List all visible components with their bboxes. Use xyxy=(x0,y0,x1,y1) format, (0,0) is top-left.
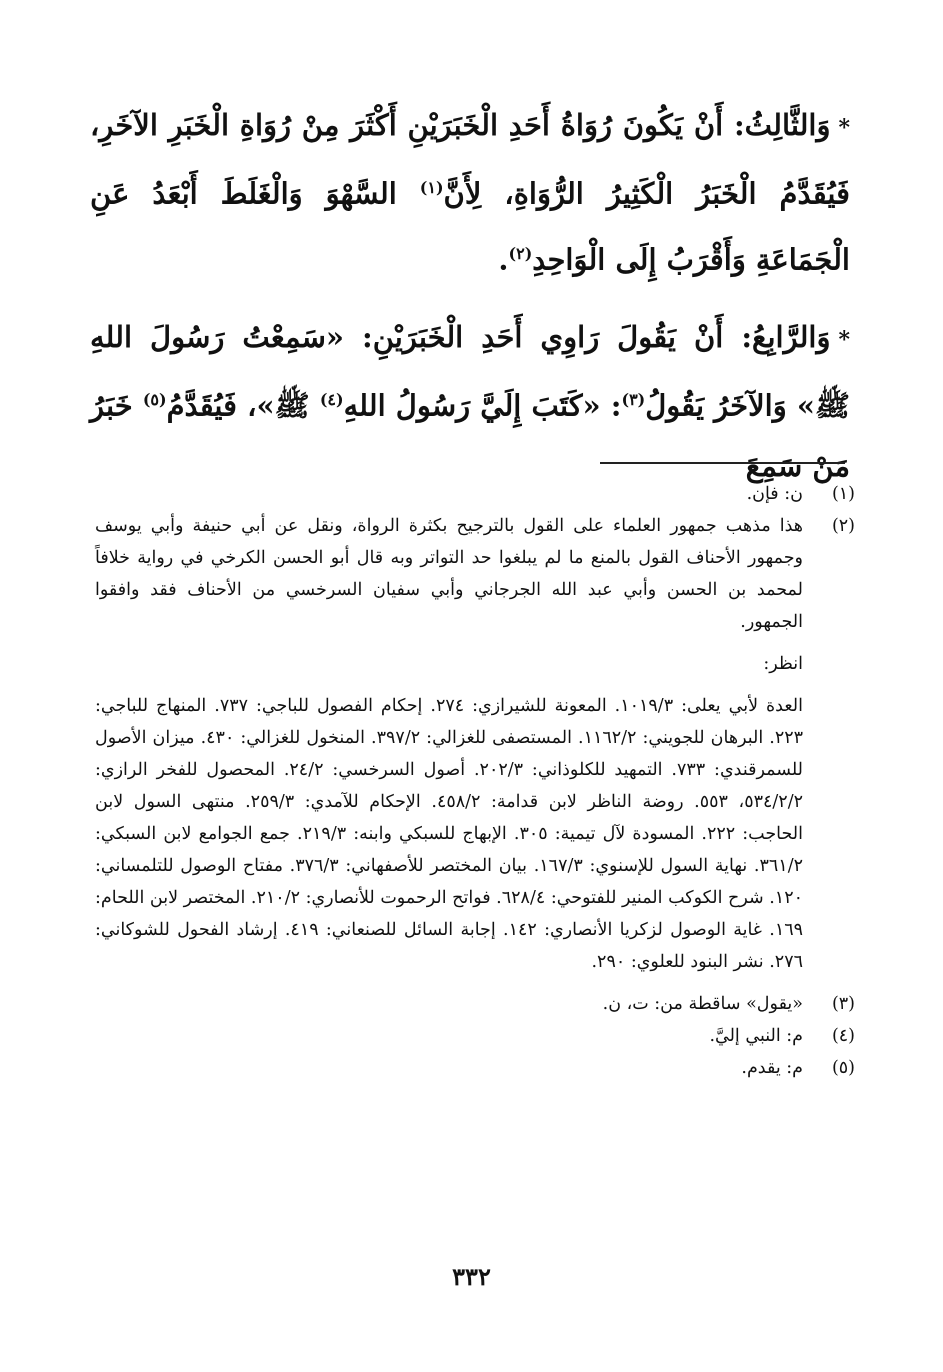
footnote-text: ن: فإن. xyxy=(746,484,803,504)
page-number: ٣٣٢ xyxy=(452,1262,491,1291)
bullet-mark: * xyxy=(838,115,850,141)
footnote-number: (٣) xyxy=(831,994,855,1014)
footnote-1 xyxy=(95,478,855,510)
text-segment: خَبَرُ مَنْ سَمِعَ xyxy=(90,388,850,483)
footnote-ref[interactable]: (٣) xyxy=(621,390,646,410)
text-segment: . xyxy=(498,242,509,277)
footnote-see-label: انظر: xyxy=(763,654,803,674)
text-segment: : «كَتَبَ إِلَيَّ رَسُولُ اللهِ xyxy=(343,388,622,423)
text-segment: وَالرَّابِعُ: أَنْ يَقُولَ رَاوِي أَحَدِ الْخَبَرَيْنِ: «سَمِعْتُ رَسُولَ اللهِ ﷺ» وَالآخَرُ يَقُولُ xyxy=(90,320,850,423)
footnote-ref[interactable]: (١) xyxy=(419,178,444,197)
footnote-number: (٥) xyxy=(831,1058,855,1078)
paragraph-third xyxy=(90,95,850,289)
footnotes xyxy=(95,478,855,1084)
footnote-number: (١) xyxy=(831,484,855,504)
main-text xyxy=(90,95,850,514)
footnote-text: «يقول» ساقطة من: ت، ن. xyxy=(602,994,803,1014)
footnote-text: م: النبي إليَّ. xyxy=(709,1026,803,1046)
bullet-mark: * xyxy=(838,327,850,354)
footnote-2 xyxy=(95,510,855,978)
text-segment: ﷺ»، فَيُقَدَّمُ xyxy=(166,388,320,423)
footnote-divider xyxy=(600,462,845,464)
footnote-references: العدة لأبي يعلى: ١٠١٩/٣. المعونة للشيرازي: ٢٧٤. إحكام الفصول للباجي: ٧٣٧. المنهاج للباجي: ٢٢٣. البرهان للجويني: ١١٦٢/٢. المستصفى للغزالي: ٣٩٧/٢. المنخول للغزالي: ٤٣٠. ميزان الأصول للسمرقندي: ٧٣٣. التمهيد للكلوذاني: ٢٠٢/٣. أصول السرخسي: ٢٤/٢. المحصول للفخر الرازي: ٥٣٤/٢/٢، ٥٥٣. روضة الناظر لابن قدامة: ٤٥٨/٢. الإحكام للآمدي: ٢٥٩/٣. منتهى السول لابن الحاجب: ٢٢٢. المسودة لآل تيمية: ٣٠٥. الإبهاج للسبكي وابنه: ٢١٩/٣. جمع الجوامع لابن السبكي: ٣٦١/٢. نهاية السول للإسنوي: ١٦٧/٣. بيان المختصر للأصفهاني: ٣٧٦/٣. مفتاح الوصول للتلمساني: ١٢٠. شرح الكوكب المنير للفتوحي: ٦٢٨/٤. فواتح الرحموت للأنصاري: ٢١٠/٢. المختصر لابن اللحام: ١٦٩. غاية الوصول لزكريا الأنصاري: ١٤٢. إجابة السائل للصنعاني: ٤١٩. إرشاد الفحول للشوكاني: ٢٧٦. نشر البنود للعلوي: ٢٩٠. xyxy=(95,696,804,972)
footnote-number: (٢) xyxy=(831,516,855,536)
footnote-ref[interactable]: (٤) xyxy=(319,390,344,410)
footnote-ref[interactable]: (٢) xyxy=(508,243,533,263)
footnote-text: م: يقدم. xyxy=(741,1058,803,1078)
paragraph-fourth xyxy=(90,307,850,496)
footnote-4 xyxy=(95,1020,855,1052)
footnote-5 xyxy=(95,1052,855,1084)
footnote-text: هذا مذهب جمهور العلماء على القول بالترجيح بكثرة الرواة، ونقل عن أبي حنيفة وأبي يوسف وجمهور الأحناف القول بالمنع ما لم يبلغوا حد التواتر وبه قال أبو الحسن الكرخي في رواية خلافاً لمحمد بن الحسن وأبي عبد الله الجرجاني وأبي سفيان السرخسي من الأحناف فقد وافقوا الجمهور. xyxy=(95,516,803,632)
text-segment: وَالثَّالِثُ: أَنْ يَكُونَ رُوَاةُ أَحَدِ الْخَبَرَيْنِ أَكْثَرَ مِنْ رُوَاةِ الْخَبَرِ الآخَرِ، فَيُقَدَّمُ الْخَبَرُ الْكَثِيرُ الرُّوَاةِ، لِأَنَّ xyxy=(90,108,851,211)
footnote-number: (٤) xyxy=(831,1026,855,1046)
footnote-ref[interactable]: (٥) xyxy=(142,390,167,410)
footnote-3 xyxy=(95,988,855,1020)
text-segment: السَّهْوَ وَالْغَلَطَ أَبْعَدُ عَنِ الْجَمَاعَةِ وَأَقْرَبُ إِلَى الْوَاحِدِ xyxy=(90,176,850,277)
